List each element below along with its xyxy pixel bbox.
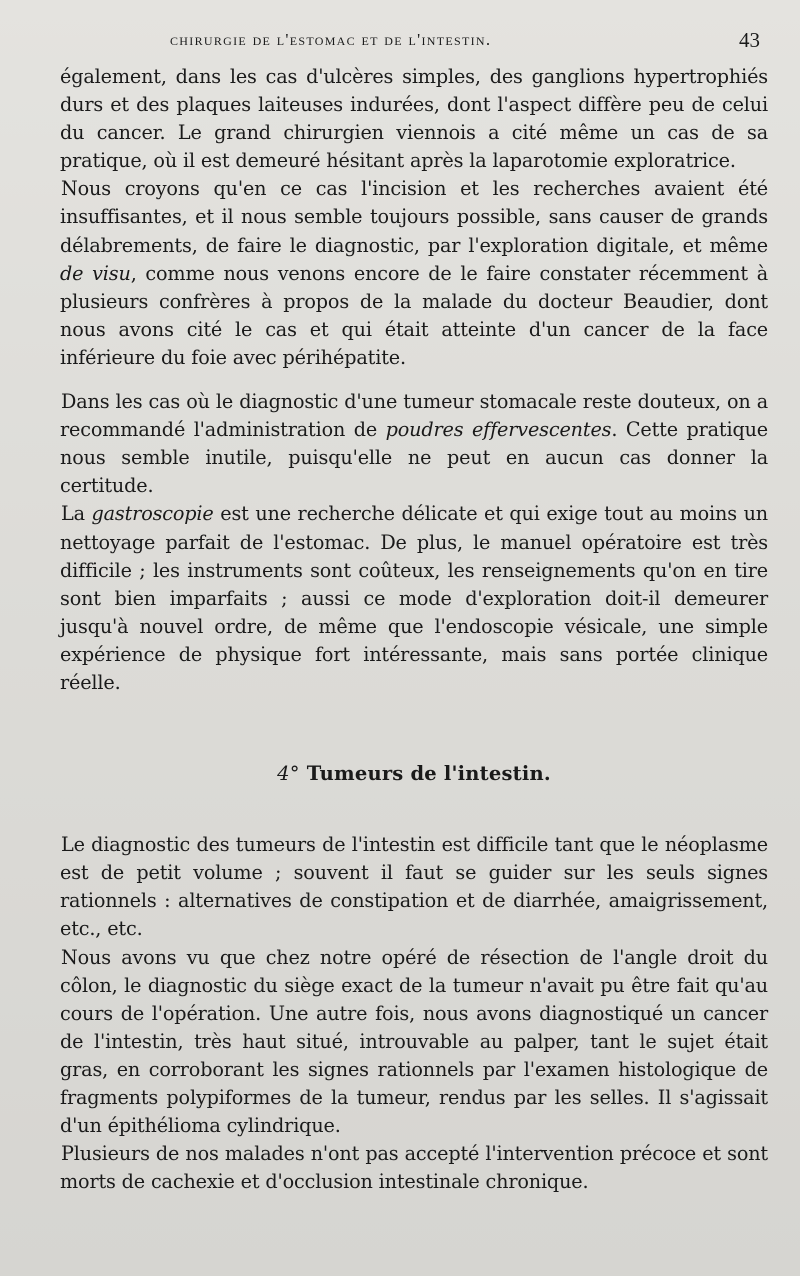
paragraph-3-text-a: Dans les cas où le diagnostic d'une tumeur stomacale reste douteux, on a recommandé l'administration de (60, 390, 768, 442)
paragraph-7: Plusieurs de nos malades n'ont pas accepté l'intervention précoce et sont morts de cachexie et d'occlusion intestinale chronique. (60, 1142, 768, 1194)
paragraph-2-emphasis: de visu (60, 261, 131, 285)
paragraph-4-emphasis: gastroscopie (91, 502, 214, 526)
section-heading (60, 760, 768, 788)
section-number: 4° (277, 762, 300, 786)
paragraph-5: Le diagnostic des tumeurs de l'intestin est difficile tant que le néoplasme est de petit volume ; souvent il faut se guider sur les seuls signes rationnels : alternatives de constipation et de diarrhée, amaigrissement, etc., etc. (60, 833, 768, 941)
paragraph-6: Nous avons vu que chez notre opéré de résection de l'angle droit du côlon, le diagnostic du siège exact de la tumeur n'avait pu être fait qu'au cours de l'opération. Une autre fois, nous avons diagnostiqué un cancer de l'intestin, très haut situé, introuvable au palper, tant le sujet était gras, en corroborant les signes rationnels par l'examen histologique de fragments polypiformes de la tumeur, rendus par les selles. Il s'agissait d'un épithélioma cylindrique. (60, 945, 768, 1138)
paragraph-2-text-b: , comme nous venons encore de le faire constater récemment à plusieurs confrères à propos de la malade du docteur Beaudier, dont nous avons cité le cas et qui était atteinte d'un cancer de la face inférieure du foie avec périhépatite. (60, 261, 768, 369)
paragraph-4-text-a: La (61, 502, 92, 526)
paragraph-4 (60, 500, 768, 697)
paragraph-2-text-a: Nous croyons qu'en ce cas l'incision et les recherches avaient été insuffisantes, et il nous semble toujours possible, sans causer de grands délabrements, de faire le diagnostic, par l'exploration digitale, et même (60, 177, 768, 257)
running-title: chirurgie de l'estomac et de l'intestin. (170, 30, 492, 49)
page-body (60, 63, 768, 1196)
paragraph-2 (60, 175, 768, 372)
paragraph-1: également, dans les cas d'ulcères simples, des ganglions hypertrophiés durs et des plaques laiteuses indurées, dont l'aspect diffère peu de celui du cancer. Le grand chirurgien viennois a cité même un cas de sa pratique, où il est demeuré hésitant après la laparotomie exploratrice. (60, 65, 768, 173)
paragraph-3-text-b: . Cette pratique nous semble inutile, puisqu'elle ne peut en aucun cas donner la certitude. (60, 418, 768, 498)
paragraph-3-emphasis: poudres effervescentes (385, 418, 612, 442)
page-header (0, 30, 800, 58)
paragraph-3 (60, 388, 768, 500)
paragraph-4-text-b: est une recherche délicate et qui exige tout au moins un nettoyage parfait de l'estomac. De plus, le manuel opératoire est très difficile ; les instruments sont coûteux, les renseignements qu'on en tire sont bien imparfaits ; aussi ce mode d'exploration doit-il demeurer jusqu'à nouvel ordre, de même que l'endoscopie vésicale, une simple expérience de physique fort intéressante, mais sans portée clinique réelle. (60, 502, 768, 694)
page-number: 43 (739, 28, 760, 52)
section-title: Tumeurs de l'intestin. (306, 762, 551, 786)
